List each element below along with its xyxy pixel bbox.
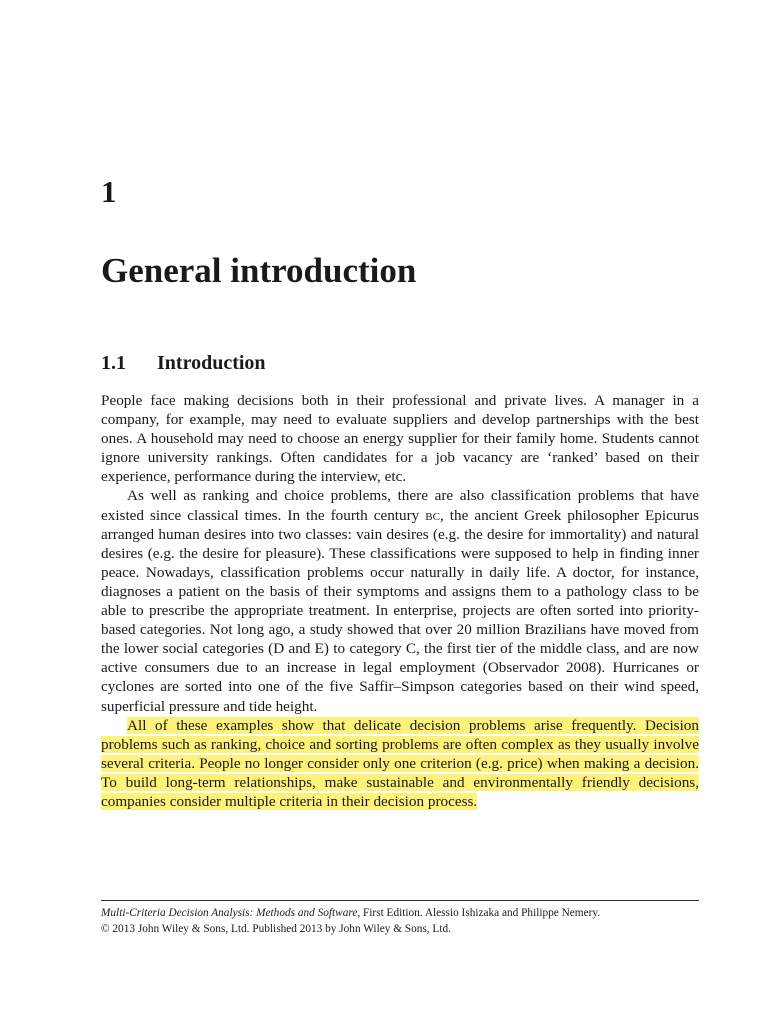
era-abbreviation: bc — [425, 506, 440, 524]
book-title: Multi-Criteria Decision Analysis: Methods and Software — [101, 907, 358, 919]
highlighted-text[interactable]: All of these examples show that delicate decision problems arise frequently. Decision problems such as ranking, choice and sorting problems are often complex as they usually involve several criteria. People no longer consider only one criterion (e.g. price) when making a decision. To build long-term relationships, make sustainable and environmentally friendly decisions, companies consider multiple criteria in their decision process. — [101, 716, 699, 810]
paragraph-2 — [101, 486, 699, 715]
body-text — [101, 391, 699, 811]
paragraph-1: People face making decisions both in their professional and private lives. A manager in a company, for example, may need to evaluate suppliers and develop partnerships with the best ones. A household may need to choose an energy supplier for their family home. Students cannot ignore university rankings. Often candidates for a job vacancy are ‘ranked’ based on their experience, performance during the interview, etc. — [101, 392, 699, 486]
footnote-divider — [101, 900, 699, 901]
chapter-title: General introduction — [101, 251, 417, 290]
section-number: 1.1 — [101, 352, 126, 374]
edition-authors: , First Edition. Alessio Ishizaka and Philippe Nemery. — [357, 907, 601, 919]
section-title: Introduction — [157, 352, 266, 374]
footnote-line-1 — [101, 906, 699, 922]
footnote-line-2: © 2013 John Wiley & Sons, Ltd. Published 2013 by John Wiley & Sons, Ltd. — [101, 922, 451, 935]
section-heading — [101, 352, 266, 375]
paragraph-2-part-1: As well as ranking and choice problems, there are also classification problems that have existed since classical times. In the fourth century — [101, 487, 699, 524]
paragraph-3 — [101, 716, 699, 811]
copyright-footnote — [101, 906, 699, 937]
chapter-number: 1 — [101, 174, 117, 209]
paragraph-2-part-2: , the ancient Greek philosopher Epicurus arranged human desires into two classes: vain desires (e.g. the desire for immortality) and natural desires (e.g. the desire for pleasure). These classifications were supposed to help in finding inner peace. Nowadays, classification problems occur naturally in daily life. A doctor, for instance, diagnoses a patient on the basis of their symptoms and assigns them to a pathology class to be able to prescribe the appropriate treatment. In enterprise, projects are often sorted into priority-based categories. Not long ago, a study showed that over 20 million Brazilians have moved from the lower social categories (D and E) to category C, the first tier of the middle class, and are now active consumers due to an increase in legal employment (Observador 2008). Hurricanes or cyclones are sorted into one of the five Saffir–Simpson categories based on their wind speed, superficial pressure and tide height. — [101, 506, 699, 715]
